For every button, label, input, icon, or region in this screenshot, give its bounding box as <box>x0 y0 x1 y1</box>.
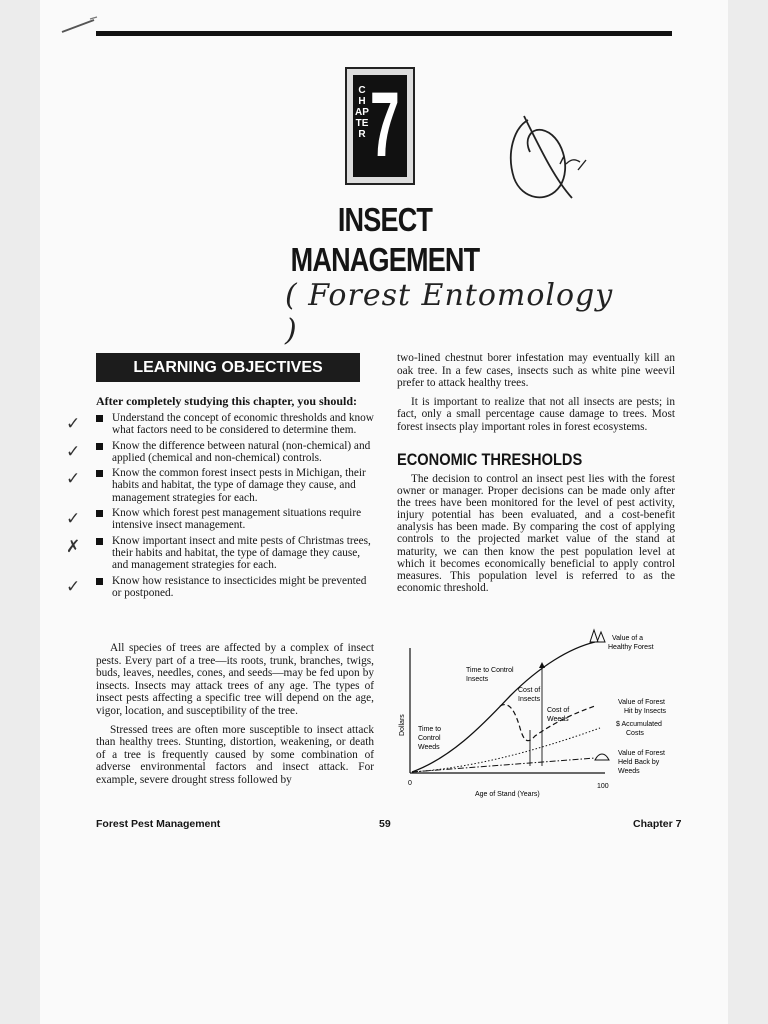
label-cost-insects-1: Cost of <box>518 687 541 694</box>
label-hit-1: Value of Forest <box>618 699 665 706</box>
footer-right: Chapter 7 <box>633 818 682 830</box>
objective-text: Know the difference between natural (non-chemical) and applied (chemical and non-chemical) controls. <box>112 439 371 464</box>
scan-edge-right <box>728 0 768 1024</box>
chapter-title <box>283 200 488 280</box>
paragraph: The decision to control an insect pest lies with the forest owner or manager. Proper decisions can be made only after the trees have been monitored for the level of pest activity, injury potential has been evaluated, and a cost-benefit analysis has been made. By comparing the cost of applying controls to the projected market value of the stand at maturity, we can then know the pest population level at which it becomes economically beneficial to apply control measures. This population level is referred to as the economic threshold. <box>397 473 675 594</box>
economic-thresholds-body <box>397 473 675 594</box>
objective-text: Know which forest pest management situations require intensive insect management. <box>112 507 362 532</box>
x-tick-100: 100 <box>597 783 609 790</box>
x-tick-0: 0 <box>408 780 412 787</box>
handwritten-signature <box>500 108 610 208</box>
label-cost-weeds-2: Weeds <box>547 716 569 723</box>
top-rule <box>96 31 672 36</box>
label-time-control-insects-1: Time to Control <box>466 667 514 674</box>
label-time-weeds-3: Weeds <box>418 744 440 751</box>
label-time-weeds-1: Time to <box>418 726 442 733</box>
objectives-intro: After completely studying this chapter, you should: <box>96 394 358 408</box>
handwritten-subtitle: ( Forest Entomology ) <box>285 278 614 348</box>
objectives-list <box>66 412 378 602</box>
learning-objectives-label: LEARNING OBJECTIVES <box>133 359 323 376</box>
check-mark-icon: ✓ <box>66 509 81 530</box>
label-healthy-1: Value of a <box>612 635 644 642</box>
label-weeds-3: Weeds <box>618 768 640 775</box>
list-item <box>66 534 378 572</box>
cross-mark-icon: ✗ <box>66 536 81 557</box>
title-line-1: INSECT <box>337 201 433 238</box>
list-item <box>66 574 378 600</box>
list-item <box>66 439 378 465</box>
label-time-control-insects-2: Insects <box>466 676 489 683</box>
pencil-mark <box>60 16 100 36</box>
objective-text: Know how resistance to insecticides might be prevented or postponed. <box>112 574 367 599</box>
label-weeds-2: Held Back by <box>618 759 660 766</box>
label-costs-2: Costs <box>626 730 644 737</box>
label-cost-weeds-1: Cost of <box>547 707 570 714</box>
check-mark-icon: ✓ <box>66 576 81 597</box>
objective-text: Know the common forest insect pests in Michigan, their habits and habitat, the type of damage they cause, and management strategies for each. <box>112 467 366 504</box>
label-weeds-1: Value of Forest <box>618 750 665 757</box>
square-bullet-icon <box>96 470 103 477</box>
check-mark-icon: ✓ <box>66 441 81 462</box>
arrow-head-icon <box>539 662 545 668</box>
title-line-2: MANAGEMENT <box>290 241 480 278</box>
label-time-weeds-2: Control <box>418 735 441 742</box>
left-column-body <box>96 642 374 793</box>
check-mark-icon: ✓ <box>66 414 81 434</box>
label-hit-2: Hit by Insects <box>624 708 667 715</box>
right-column-body <box>397 352 675 440</box>
square-bullet-icon <box>96 415 103 422</box>
footer-left: Forest Pest Management <box>96 818 221 830</box>
page-number: 59 <box>379 818 391 830</box>
scan-edge-left <box>0 0 40 1024</box>
square-bullet-icon <box>96 443 103 450</box>
label-costs-1: $ Accumulated <box>616 721 662 728</box>
paragraph: two-lined chestnut borer infestation may eventually kill an oak tree. In a few cases, insects such as white pine weevil prefer to attack healthy trees. <box>397 352 675 390</box>
label-cost-insects-2: Insects <box>518 696 541 703</box>
learning-objectives-heading <box>96 353 360 382</box>
chapter-word: CHAPTER <box>355 85 369 140</box>
objective-text: Understand the concept of economic thresholds and know what factors need to be considered to determine them. <box>112 412 374 437</box>
check-mark-icon: ✓ <box>66 469 81 490</box>
paragraph: Stressed trees are often more susceptible to insect attack than healthy trees. Stunting, distortion, weakening, or death of a tree is frequently caused by some combination of adverse environmental factors and insect attack. For example, severe drought stress followed by <box>96 723 374 786</box>
paragraph: All species of trees are affected by a complex of insect pests. Every part of a tree—its roots, trunk, branches, twigs, buds, leaves, needles, cones, and seeds—may be fed upon by insects. Insects may attack trees of any age. The types of insect pests affecting a specific tree will depend on the age, vigor, location, and susceptibility of the tree. <box>96 642 374 717</box>
x-axis-label: Age of Stand (Years) <box>475 791 540 798</box>
square-bullet-icon <box>96 538 103 545</box>
list-item <box>66 507 378 532</box>
square-bullet-icon <box>96 510 103 517</box>
list-item <box>66 412 378 437</box>
list-item <box>66 467 378 504</box>
weed-tree-icon <box>595 754 609 760</box>
y-axis-label: Dollars <box>399 714 406 736</box>
objective-text: Know important insect and mite pests of Christmas trees, their habits and habitat, the type of damage they cause, and management strategies for each. <box>112 534 371 572</box>
section-heading: ECONOMIC THRESHOLDS <box>397 450 583 469</box>
weeds-held-back-curve <box>412 758 595 772</box>
paragraph: It is important to realize that not all insects are pests; in fact, only a small percentage cause damage to trees. Most forest insects play important roles in forest ecosystems. <box>397 395 675 433</box>
chapter-badge <box>345 67 415 185</box>
healthy-tree-icon <box>590 630 605 642</box>
chapter-number: 7 <box>370 74 400 176</box>
square-bullet-icon <box>96 578 103 585</box>
economic-threshold-figure <box>390 618 690 808</box>
label-healthy-2: Healthy Forest <box>608 644 654 651</box>
